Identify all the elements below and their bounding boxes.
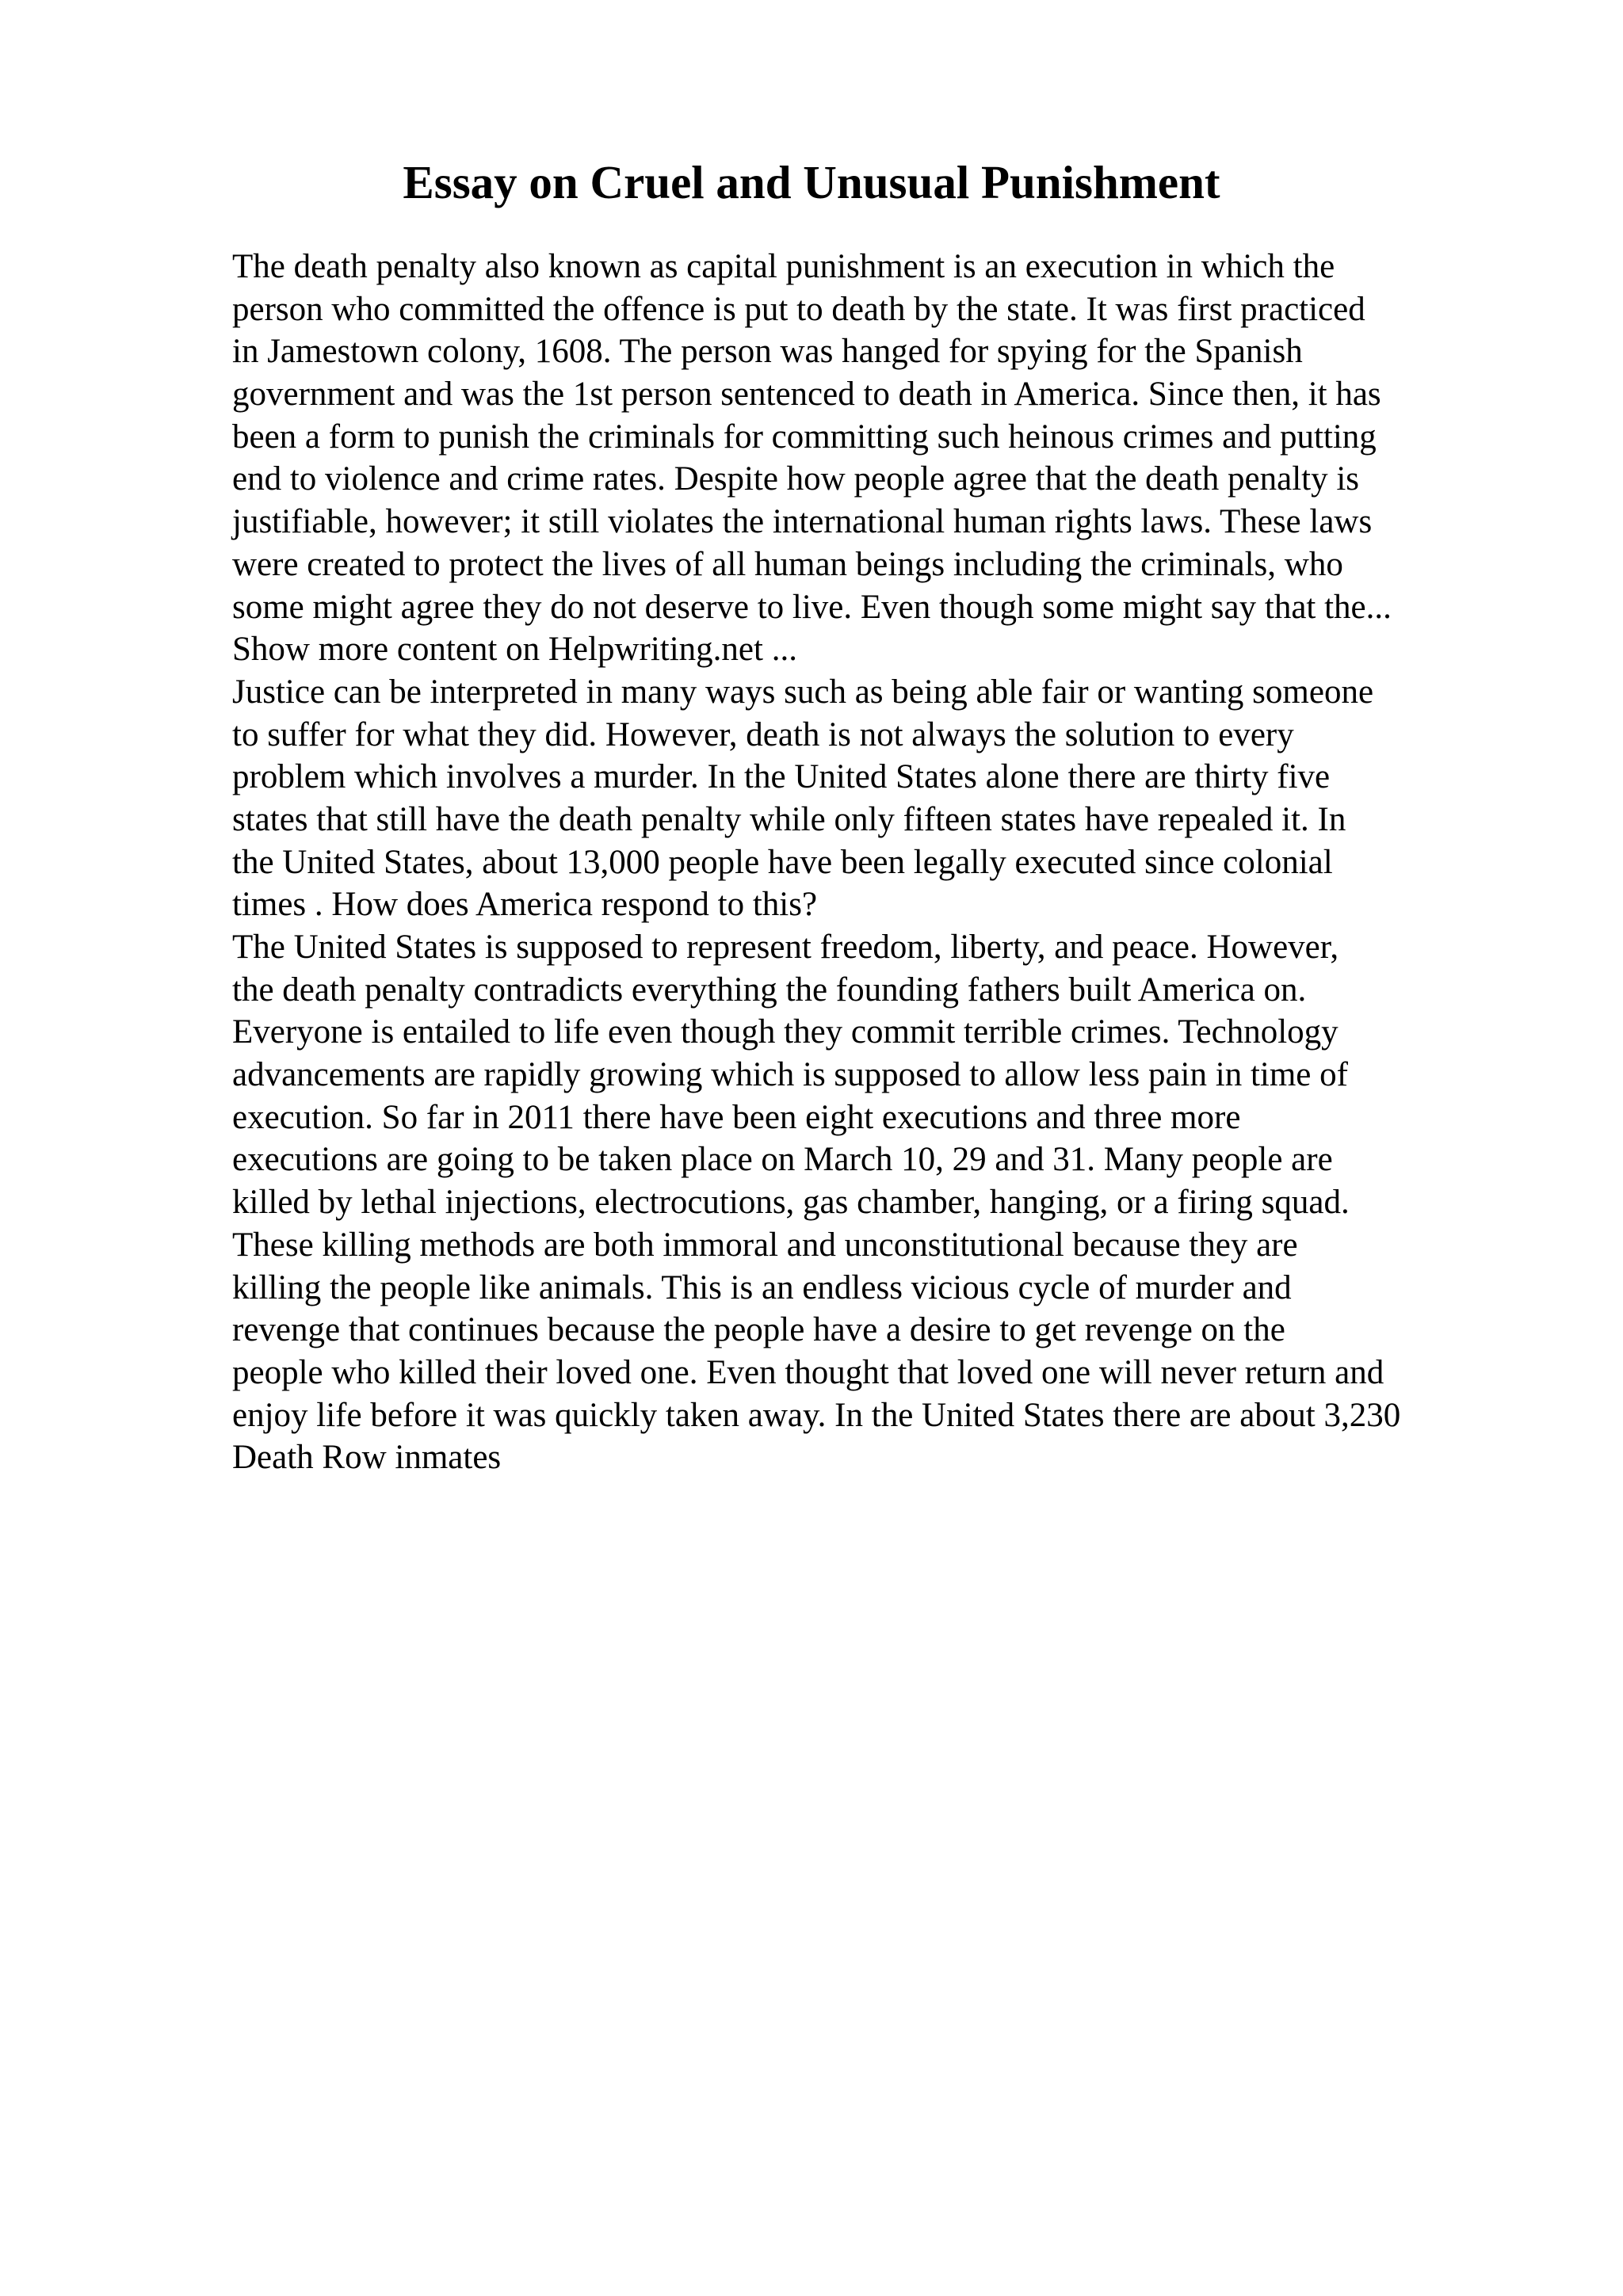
body-line: were created to protect the lives of all human beings including the criminals, who (232, 545, 1343, 583)
body-line: advancements are rapidly growing which is supposed to allow less pain in time of (232, 1056, 1348, 1094)
body-line: killing the people like animals. This is an endless vicious cycle of murder and (232, 1268, 1292, 1306)
body-line: revenge that continues because the people have a desire to get revenge on the (232, 1311, 1285, 1349)
body-line: states that still have the death penalty while only fifteen states have repealed it. In (232, 800, 1346, 838)
body-line: person who committed the offence is put to death by the state. It was first practiced (232, 290, 1365, 328)
body-line: problem which involves a murder. In the United States alone there are thirty five (232, 758, 1331, 796)
body-line: executions are going to be taken place on March 10, 29 and 31. Many people are (232, 1141, 1333, 1179)
body-line: Justice can be interpreted in many ways such as being able fair or wanting someone (232, 673, 1374, 711)
body-line: killed by lethal injections, electrocutions, gas chamber, hanging, or a firing squad. (232, 1184, 1350, 1222)
body-line: the death penalty contradicts everything the founding fathers built America on. (232, 971, 1307, 1009)
body-line: Everyone is entailed to life even though they commit terrible crimes. Technology (232, 1013, 1338, 1051)
body-line: the United States, about 13,000 people have been legally executed since colonial (232, 843, 1333, 881)
essay-body (232, 246, 1548, 1479)
essay-title: Essay on Cruel and Unusual Punishment (403, 156, 1220, 208)
body-line: enjoy life before it was quickly taken away. In the United States there are about 3,230 (232, 1396, 1401, 1434)
body-line: people who killed their loved one. Even thought that loved one will never return and (232, 1353, 1384, 1391)
body-line: some might agree they do not deserve to live. Even though some might say that the... (232, 588, 1392, 626)
body-line: end to violence and crime rates. Despite how people agree that the death penalty is (232, 460, 1360, 498)
body-line: times . How does America respond to this? (232, 886, 818, 924)
body-line: These killing methods are both immoral and unconstitutional because they are (232, 1226, 1298, 1264)
body-line: The United States is supposed to represent freedom, liberty, and peace. However, (232, 929, 1339, 966)
body-line: been a form to punish the criminals for committing such heinous crimes and putting (232, 418, 1377, 456)
body-line: in Jamestown colony, 1608. The person was hanged for spying for the Spanish (232, 333, 1303, 371)
body-line: execution. So far in 2011 there have been eight executions and three more (232, 1098, 1241, 1136)
show-more-line: Show more content on Helpwriting.net ... (232, 631, 797, 669)
body-line: to suffer for what they did. However, death is not always the solution to every (232, 715, 1294, 753)
body-line: The death penalty also known as capital punishment is an execution in which the (232, 248, 1335, 285)
body-line: Death Row inmates (232, 1439, 502, 1477)
body-line: government and was the 1st person sentenced to death in America. Since then, it has (232, 376, 1381, 414)
body-line: justifiable, however; it still violates the international human rights laws. These laws (232, 503, 1373, 541)
